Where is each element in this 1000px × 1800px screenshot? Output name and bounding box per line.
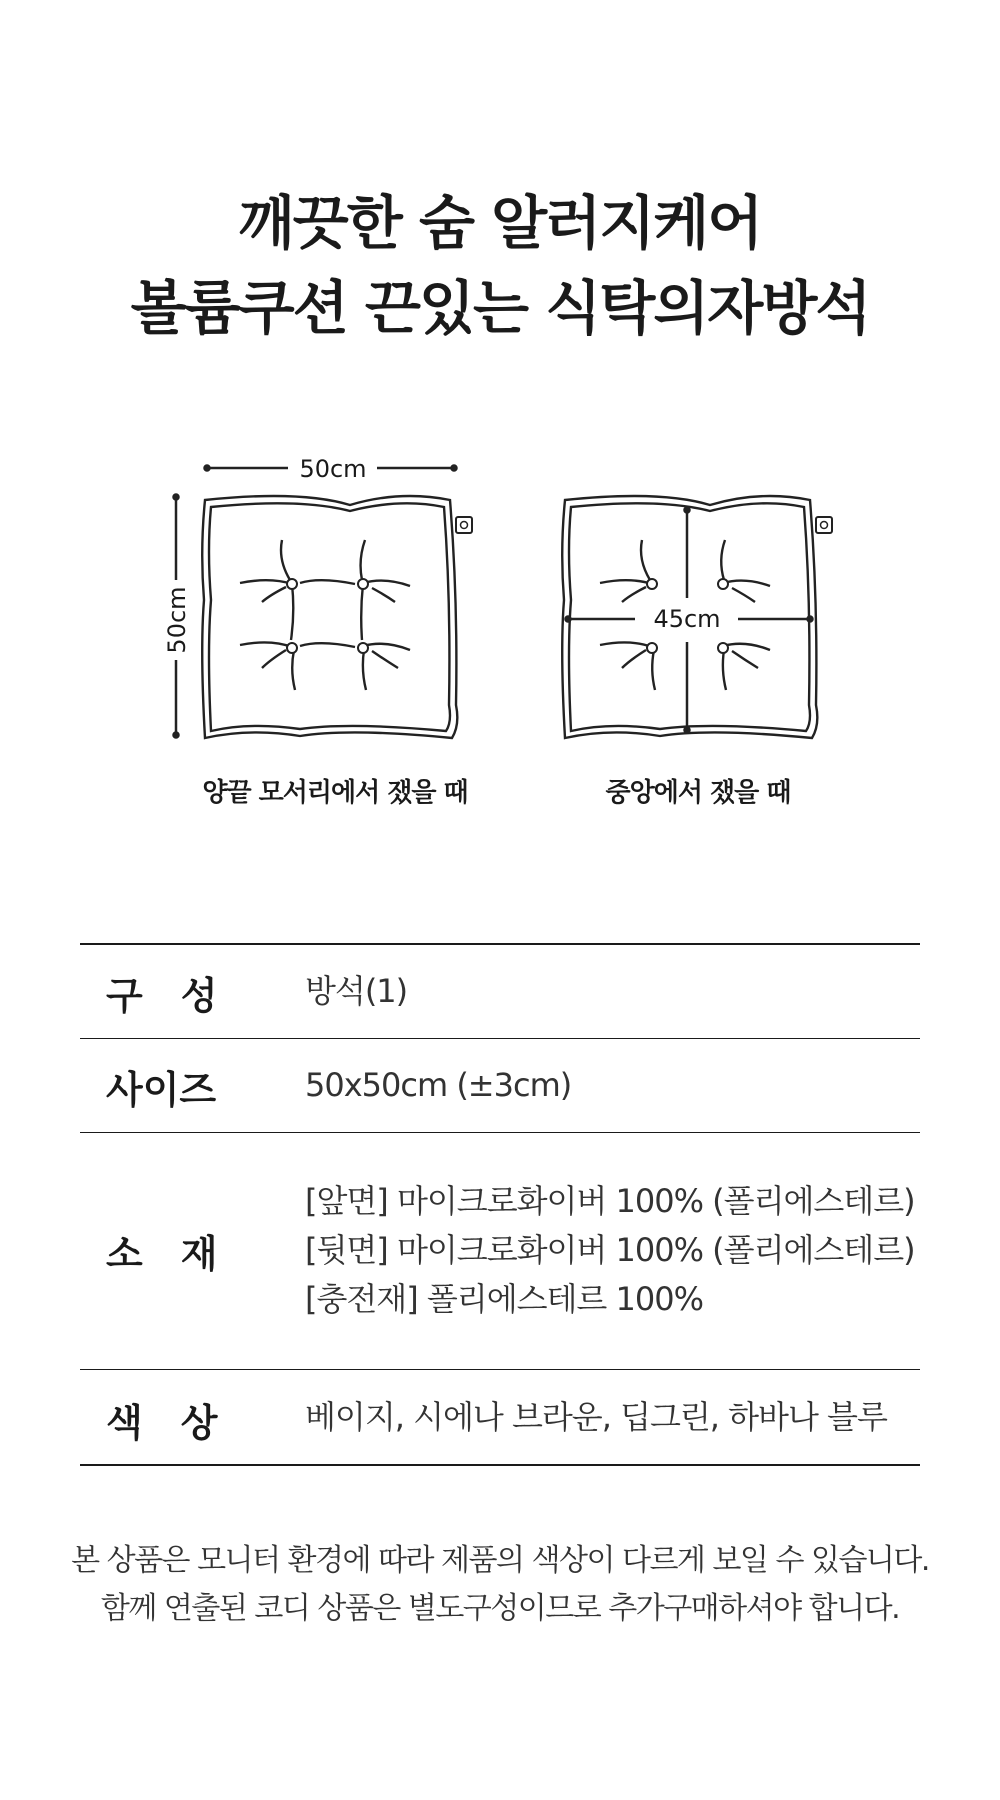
size-diagram [0,0,1000,850]
center-label: 45cm [653,605,721,633]
spec-value: 50x50cm (±3cm) [305,1066,572,1104]
cushion-left [202,496,457,738]
spec-value: [뒷면] 마이크로화이버 100% (폴리에스테르) [305,1231,915,1269]
spec-value: 베이지, 시에나 브라운, 딥그린, 하바나 블루 [305,1398,887,1436]
spec-label: 소 재 [106,1232,218,1276]
tag-icon [816,517,832,533]
notice-line1: 본 상품은 모니터 환경에 따라 제품의 색상이 다르게 보일 수 있습니다. [71,1543,929,1578]
spec-divider [80,1464,920,1466]
spec-label: 색 상 [106,1401,218,1445]
tag-icon [456,517,472,533]
page-title-line1: 깨끗한 숨 알러지케어 [238,189,762,257]
spec-label: 구 성 [106,974,218,1018]
page-title-line2: 볼륨쿠션 끈있는 식탁의자방석 [130,274,870,342]
caption-right: 중앙에서 쟀을 때 [605,778,791,808]
spec-divider [80,1132,920,1133]
spec-label: 사이즈 [106,1068,217,1112]
notice-line2: 함께 연출된 코디 상품은 별도구성이므로 추가구매하셔야 합니다. [100,1591,900,1626]
spec-divider [80,943,920,945]
spec-value: [충전재] 폴리에스테르 100% [305,1280,704,1318]
width-label: 50cm [299,455,367,483]
spec-divider [80,1369,920,1370]
caption-left: 양끝 모서리에서 쟀을 때 [202,778,468,808]
spec-value: 방석(1) [305,972,408,1010]
spec-divider [80,1038,920,1039]
height-label: 50cm [163,586,191,654]
spec-value: [앞면] 마이크로화이버 100% (폴리에스테르) [305,1182,915,1220]
